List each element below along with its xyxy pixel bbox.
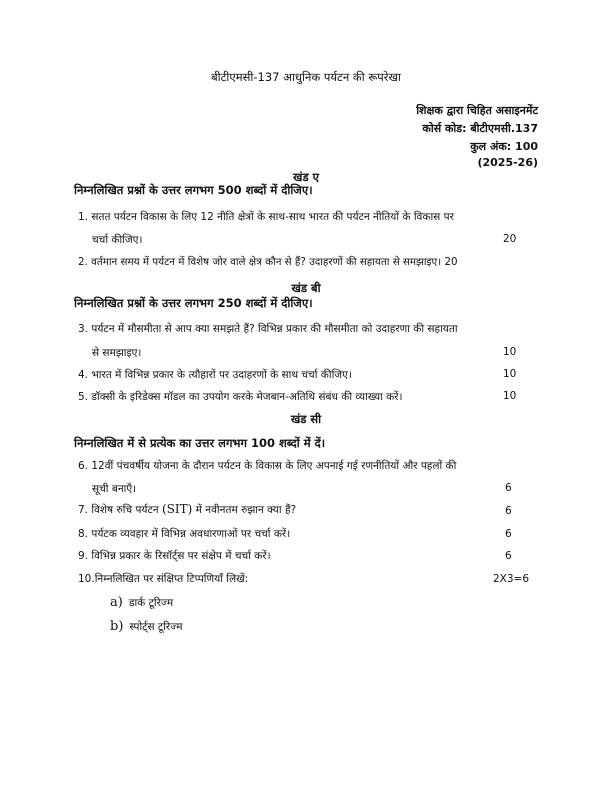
question-6-marks: 6	[505, 482, 512, 494]
course-code: कोर्स कोड: बीटीएमसी.137	[422, 122, 538, 135]
session: (2025-26)	[477, 156, 538, 169]
question-7	[78, 502, 296, 517]
question-7-text-end: में नवीनतम रुझान क्या हैं?	[192, 504, 297, 516]
question-1-cont: चर्चा कीजिए।	[92, 234, 143, 246]
section-b-instruction: निम्नलिखित प्रश्नों के उत्तर लगभग 250 शब्दों में दीजिए।	[74, 296, 313, 310]
question-1: 1. सतत पर्यटन विकास के लिए 12 नीति क्षेत्रों के साथ-साथ भारत की पर्यटन नीतियों के विकास पर	[78, 211, 454, 223]
question-7-sit: (SIT)	[161, 502, 193, 516]
question-8-marks: 6	[505, 528, 512, 540]
question-6-cont: सूची बनाएँ।	[92, 483, 137, 495]
question-4: 4. भारत में विभिन्न प्रकार के त्यौहारों पर उदाहरणों के साथ चर्चा कीजिए।	[78, 369, 352, 381]
section-a-instruction: निम्नलिखित प्रश्नों के उत्तर लगभग 500 शब्दों में दीजिए।	[74, 183, 313, 197]
question-9: 9. विभिन्न प्रकार के रिसॉर्ट्स पर संक्षेप में चर्चा करें।	[78, 550, 271, 562]
question-10: 10.निम्नलिखित पर संक्षिप्त टिप्पणियाँ लिखें:	[78, 573, 249, 585]
section-c-instruction: निम्नलिखित में से प्रत्येक का उत्तर लगभग 100 शब्दों में दें।	[74, 436, 326, 450]
question-3-marks: 10	[503, 346, 517, 358]
assignment-label: शिक्षक द्वारा चिहित असाइनमेंट	[416, 104, 538, 117]
question-1-marks: 20	[503, 233, 517, 245]
question-10-marks: 2X3=6	[493, 573, 530, 585]
sub-item-a-text: डार्क टूरिज्म	[128, 597, 174, 609]
sub-item-b-text: स्पोर्ट्स टूरिज्म	[129, 621, 183, 633]
question-9-marks: 6	[505, 550, 512, 562]
question-2	[78, 255, 458, 269]
question-8: 8. पर्यटक व्यवहार में विभिन्न अवधारणाओं पर चर्चा करें।	[78, 528, 291, 540]
question-5-marks: 10	[503, 390, 517, 402]
question-5: 5. डॉक्सी के इरिडेक्स मॉडल का उपयोग करके मेजबान-अतिथि संबंध की व्याख्या करें।	[78, 391, 403, 403]
question-3: 3. पर्यटन में मौसमीता से आप क्या समझते हैं? विभिन्न प्रकार की मौसमीता को उदाहरणा की सहायता	[78, 323, 458, 335]
question-2-marks: 20	[444, 256, 458, 268]
sub-item-b-letter: b)	[110, 619, 124, 634]
section-a-heading: खंड ए	[293, 170, 319, 184]
question-7-marks: 6	[505, 505, 512, 517]
question-7-text: 7. विशेष रुचि पर्यटन	[78, 504, 162, 516]
question-2-text: 2. वर्तमान समय में पर्यटन में विशेष जोर वाले क्षेत्र कौन से हैं? उदाहरणों की सहायता से समझाइए।	[78, 256, 442, 268]
section-c-heading: खंड सी	[290, 412, 322, 426]
sub-item-b	[110, 619, 183, 634]
section-b-heading: खंड बी	[291, 281, 321, 295]
sub-item-a-letter: a)	[110, 595, 123, 610]
question-3-cont: से समझाइए।	[92, 347, 142, 359]
total-marks: कुल अंक: 100	[470, 140, 538, 153]
course-title: बीटीएमसी-137 आधुनिक पर्यटन की रूपरेखा	[211, 70, 401, 84]
question-6: 6. 12वीं पंचवर्षीय योजना के दौरान पर्यटन के विकास के लिए अपनाई गई रणनीतियों और पहलों की	[78, 460, 457, 472]
question-4-marks: 10	[503, 368, 517, 380]
sub-item-a	[110, 595, 173, 610]
